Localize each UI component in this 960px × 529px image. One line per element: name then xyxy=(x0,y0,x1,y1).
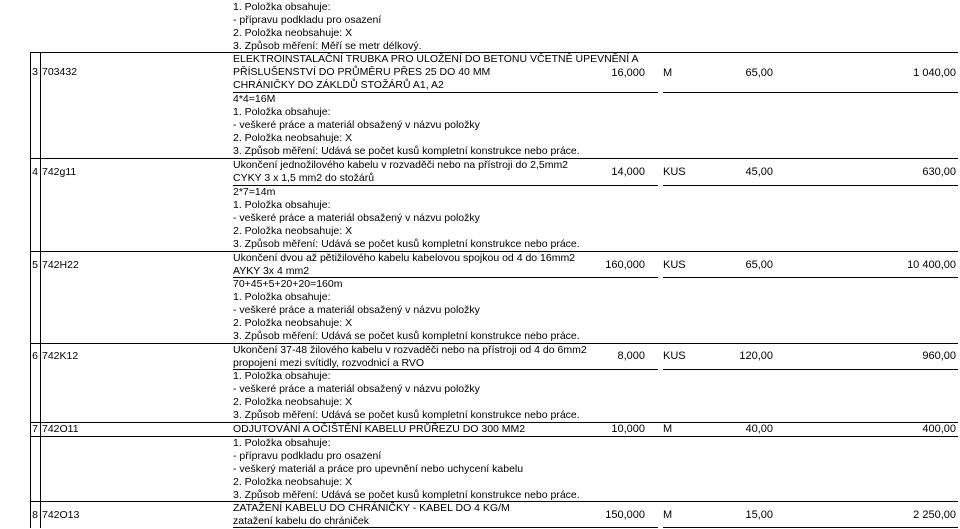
item-description: CYKY 3 x 1,5 mm2 do stožárů xyxy=(233,172,375,184)
item-description: PŘÍSLUŠENSTVÍ DO PRŮMĚRU PŘES 25 DO 40 MM xyxy=(233,66,491,78)
desc-underline xyxy=(233,185,658,186)
item-description: propojení mezi svítidly, rozvodnicí a RVO xyxy=(233,357,425,369)
item-code: 703432 xyxy=(42,66,78,78)
note-line: 1. Položka obsahuje: xyxy=(233,199,331,211)
note-line: 2. Položka neobsahuje: X xyxy=(233,132,353,144)
column-border xyxy=(40,52,41,528)
item-description: Ukončení dvou až pětižilového kabelu kabelovou spojkou od 4 do 16mm2 xyxy=(233,252,576,264)
item-code: 742g11 xyxy=(42,166,77,178)
total-price: 2 250,00 xyxy=(913,509,956,521)
row-number: 6 xyxy=(32,350,38,362)
unit-price: 65,00 xyxy=(745,67,773,79)
note-line: 2. Položka neobsahuje: X xyxy=(233,27,353,39)
value-underline xyxy=(663,527,958,528)
unit: KUS xyxy=(663,350,686,362)
item-code: 742O13 xyxy=(42,509,80,521)
row-number: 3 xyxy=(32,66,38,78)
note-line: 3. Způsob měření: Udává se počet kusů kompletní konstrukce nebo práce. xyxy=(233,330,580,342)
item-description: ZATAŽENÍ KABELU DO CHRÁNIČKY - KABEL DO 4 KG/M xyxy=(233,502,510,514)
item-description: zatažení kabelu do chrániček xyxy=(233,515,370,527)
item-description: ODJUTOVÁNÍ A OČIŠTĚNÍ KABELU PRŮŘEZU DO 300 MM2 xyxy=(233,423,526,435)
note-line: 2. Položka neobsahuje: X xyxy=(233,225,353,237)
total-price: 1 040,00 xyxy=(913,67,956,79)
note-line: 3. Způsob měření: Udává se počet kusů kompletní konstrukce nebo práce. xyxy=(233,409,580,421)
note-line: 2. Položka neobsahuje: X xyxy=(233,396,353,408)
total-price: 960,00 xyxy=(922,350,956,362)
note-line: - přípravu podkladu pro osazení xyxy=(233,450,382,462)
desc-underline xyxy=(233,527,658,528)
total-price: 10 400,00 xyxy=(907,259,956,271)
total-price: 400,00 xyxy=(922,423,956,435)
calc-line: 70+45+5+20+20=160m xyxy=(233,278,343,290)
unit-price: 45,00 xyxy=(745,166,773,178)
note-line: - veškeré práce a materiál obsažený v názvu položky xyxy=(233,383,480,395)
value-underline xyxy=(663,369,958,370)
column-border xyxy=(30,52,31,528)
unit-price: 15,00 xyxy=(745,509,773,521)
note-line: 1. Položka obsahuje: xyxy=(233,437,331,449)
quantity: 160,000 xyxy=(605,259,645,271)
desc-underline xyxy=(233,92,658,93)
quantity: 10,000 xyxy=(611,423,645,435)
item-description: CHRÁNIČKY DO ZÁKLDŮ STOŽÁRŮ A1, A2 xyxy=(233,79,444,91)
item-code: 742K12 xyxy=(42,350,79,362)
note-line: - veškeré práce a materiál obsažený v názvu položky xyxy=(233,119,480,131)
row-number: 7 xyxy=(32,423,38,435)
item-code: 742O11 xyxy=(42,423,79,435)
value-underline xyxy=(663,185,958,186)
note-line: 3. Způsob měření: Udává se počet kusů kompletní konstrukce nebo práce. xyxy=(233,238,580,250)
total-price: 630,00 xyxy=(922,166,956,178)
value-underline xyxy=(663,92,958,93)
unit: KUS xyxy=(663,259,686,271)
unit: M xyxy=(663,509,673,521)
note-line: 2. Položka neobsahuje: X xyxy=(233,317,353,329)
calc-line: 2*7=14m xyxy=(233,186,276,198)
quantity: 150,000 xyxy=(605,509,645,521)
note-line: 3. Způsob měření: Udává se počet kusů kompletní konstrukce nebo práce. xyxy=(233,489,580,501)
unit: M xyxy=(663,423,673,435)
row-number: 4 xyxy=(32,166,38,178)
unit: KUS xyxy=(663,166,686,178)
unit-price: 40,00 xyxy=(745,423,773,435)
note-line: 1. Položka obsahuje: xyxy=(233,291,331,303)
row-underline xyxy=(30,436,958,437)
note-line: 1. Položka obsahuje: xyxy=(233,1,331,13)
item-description: Ukončení 37-48 žilového kabelu v rozvaděči nebo na přístroji od 4 do 6mm2 xyxy=(233,344,587,356)
unit-price: 120,00 xyxy=(739,350,773,362)
row-number: 5 xyxy=(32,259,38,271)
calc-line: 4*4=16M xyxy=(233,93,276,105)
item-description: ELEKTROINSTALAČNÍ TRUBKA PRO ULOŽENÍ DO BETONU VČETNĚ UPEVNĚNÍ A xyxy=(233,53,639,65)
quantity: 14,000 xyxy=(611,166,645,178)
note-line: 2. Položka neobsahuje: X xyxy=(233,476,353,488)
note-line: 3. Způsob měření: Měří se metr délkový. xyxy=(233,40,422,52)
item-code: 742H22 xyxy=(42,259,79,271)
row-number: 8 xyxy=(32,509,38,521)
note-line: - veškerý materiál a práce pro upevnění nebo uchycení kabelu xyxy=(233,463,524,475)
quantity: 16,000 xyxy=(611,67,645,79)
item-description: AYKY 3x 4 mm2 xyxy=(233,265,310,277)
note-line: 3. Způsob měření: Udává se počet kusů kompletní konstrukce nebo práce. xyxy=(233,145,580,157)
note-line: 1. Položka obsahuje: xyxy=(233,370,331,382)
note-line: - veškeré práce a materiál obsažený v názvu položky xyxy=(233,304,480,316)
note-line: 1. Položka obsahuje: xyxy=(233,106,331,118)
note-line: - veškeré práce a materiál obsažený v názvu položky xyxy=(233,212,480,224)
quantity: 8,000 xyxy=(617,350,645,362)
value-underline xyxy=(663,277,958,278)
note-line: - přípravu podkladu pro osazení xyxy=(233,14,382,26)
unit: M xyxy=(663,67,673,79)
unit-price: 65,00 xyxy=(745,259,773,271)
item-description: Ukončení jednožilového kabelu v rozvaděči nebo na přístroji do 2,5mm2 xyxy=(233,159,569,171)
